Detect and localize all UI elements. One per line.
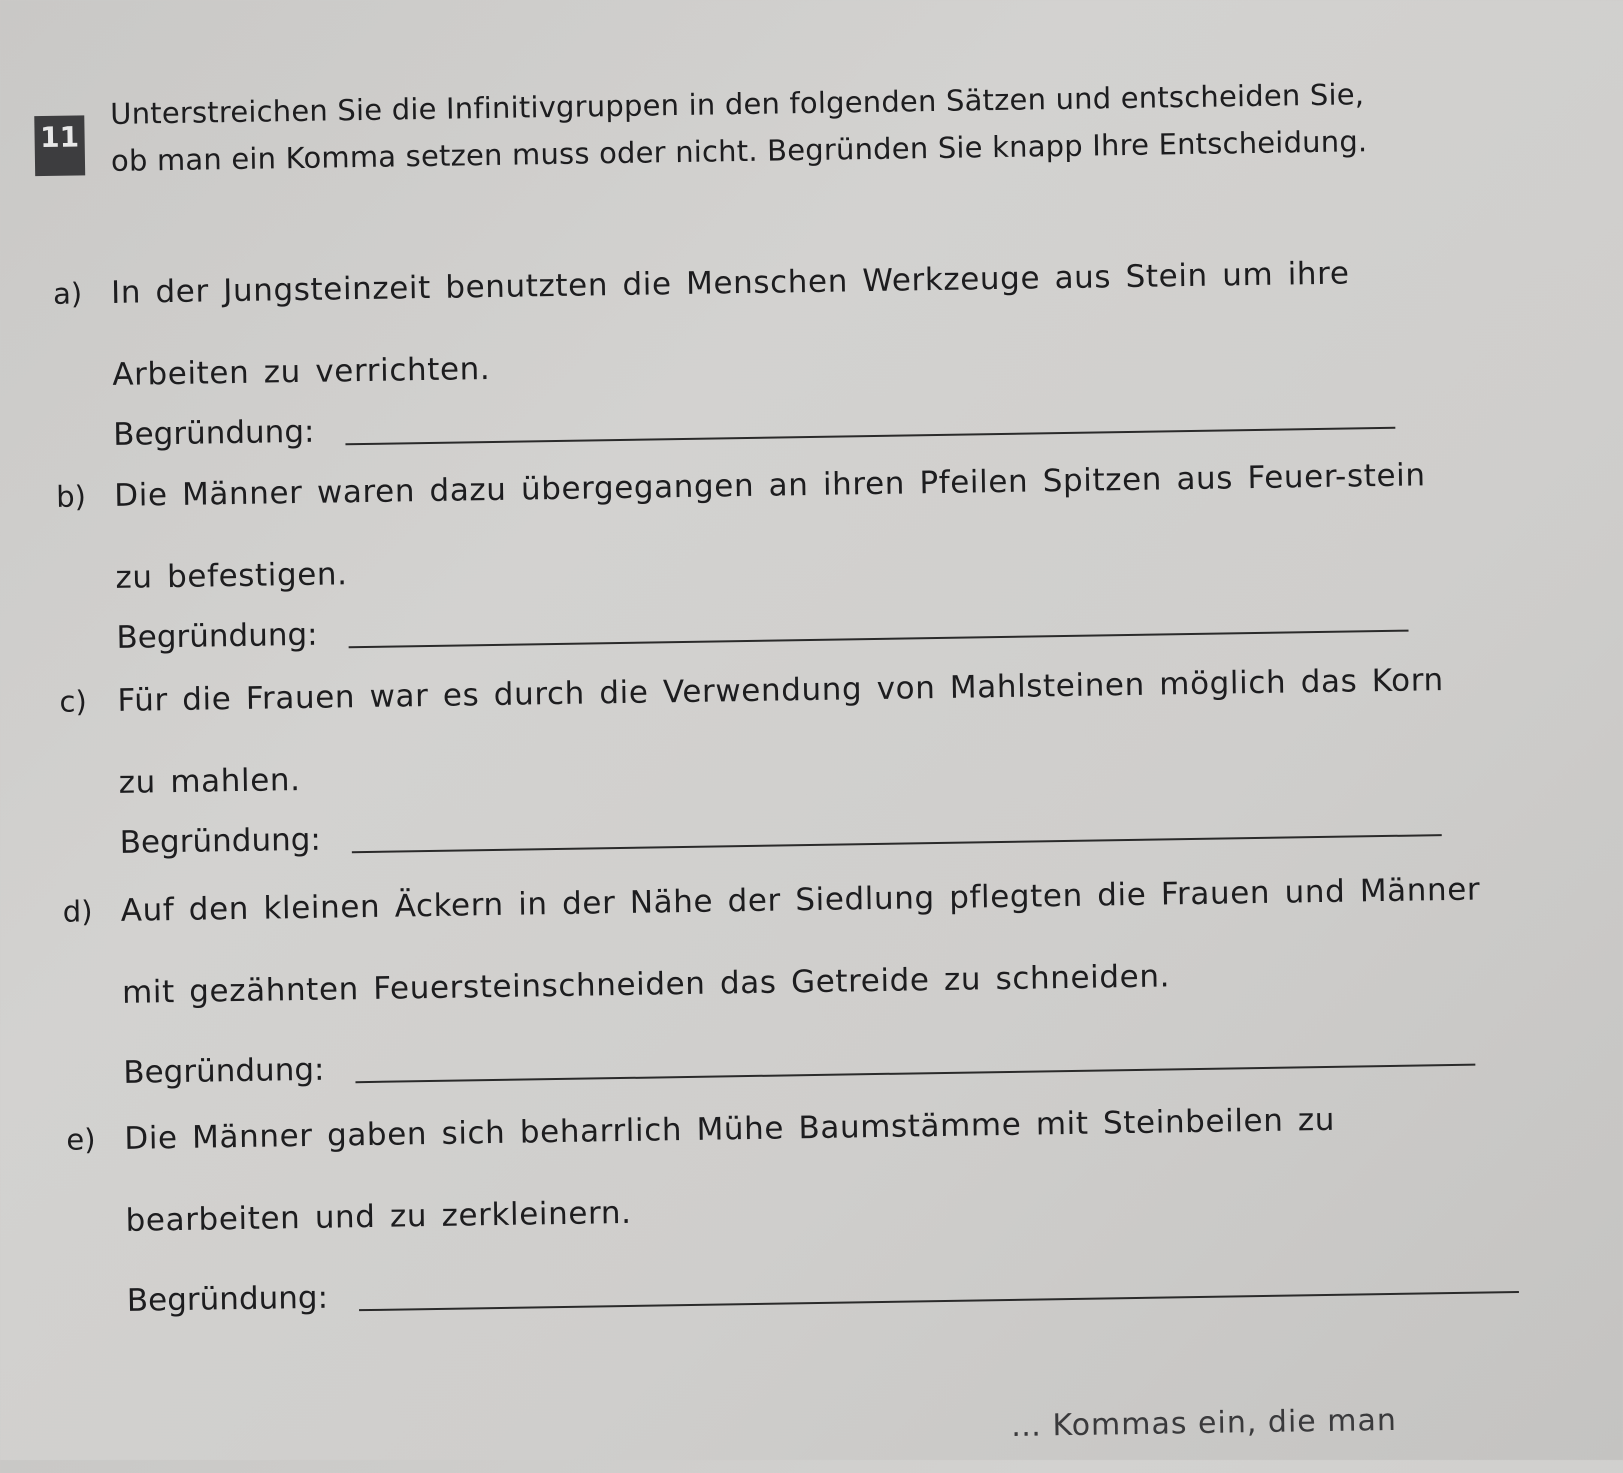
reason-answer-line[interactable]: [352, 834, 1442, 853]
reason-label: Begründung:: [112, 413, 315, 453]
reason-label: Begründung:: [126, 1279, 329, 1319]
exercise-item-e: [66, 1097, 1486, 1319]
exercise-item-c: [59, 660, 1479, 861]
exercise-item-d: [62, 869, 1482, 1091]
item-sentence: In der Jungsteinzeit benutzten die Menschen Werkzeuge aus Stein um ihre Arbeiten zu verrichten.: [110, 255, 1350, 393]
exercise-item-a: [52, 252, 1473, 453]
item-sentence: Für die Frauen war es durch die Verwendung von Mahlsteinen möglich das Korn zu mahlen.: [117, 662, 1445, 801]
item-sentence: Die Männer waren dazu übergegangen an ihren Pfeilen Spitzen aus Feuer-stein zu befestigen.: [113, 457, 1426, 596]
exercise-item-b: [55, 455, 1476, 656]
reason-label: Begründung:: [119, 821, 322, 861]
task-number-badge: 11: [34, 115, 85, 176]
item-letter: a): [52, 276, 83, 311]
item-sentence: Auf den kleinen Äckern in der Nähe der Siedlung pflegten die Frauen und Männer mit gezähnten Feuersteinschneiden das Getreide zu schneiden.: [120, 871, 1481, 1011]
item-letter: c): [59, 684, 87, 719]
item-letter: d): [62, 894, 93, 929]
reason-label: Begründung:: [116, 616, 318, 656]
item-letter: e): [66, 1122, 96, 1157]
item-sentence: Die Männer gaben sich beharrlich Mühe Baumstämme mit Steinbeilen zu bearbeiten und zu zerkleinern.: [124, 1101, 1336, 1239]
reason-label: Begründung:: [123, 1051, 325, 1091]
task-instruction: Unterstreichen Sie die Infinitivgruppen in den folgenden Sätzen und entscheiden Sie, ob man ein Komma setzen muss oder nicht. Begründen Sie knapp Ihre Entscheidung.: [109, 77, 1368, 178]
reason-answer-line[interactable]: [359, 1291, 1519, 1311]
item-letter: b): [55, 479, 87, 514]
next-task-fragment: … Kommas ein, die man: [1010, 1402, 1398, 1444]
